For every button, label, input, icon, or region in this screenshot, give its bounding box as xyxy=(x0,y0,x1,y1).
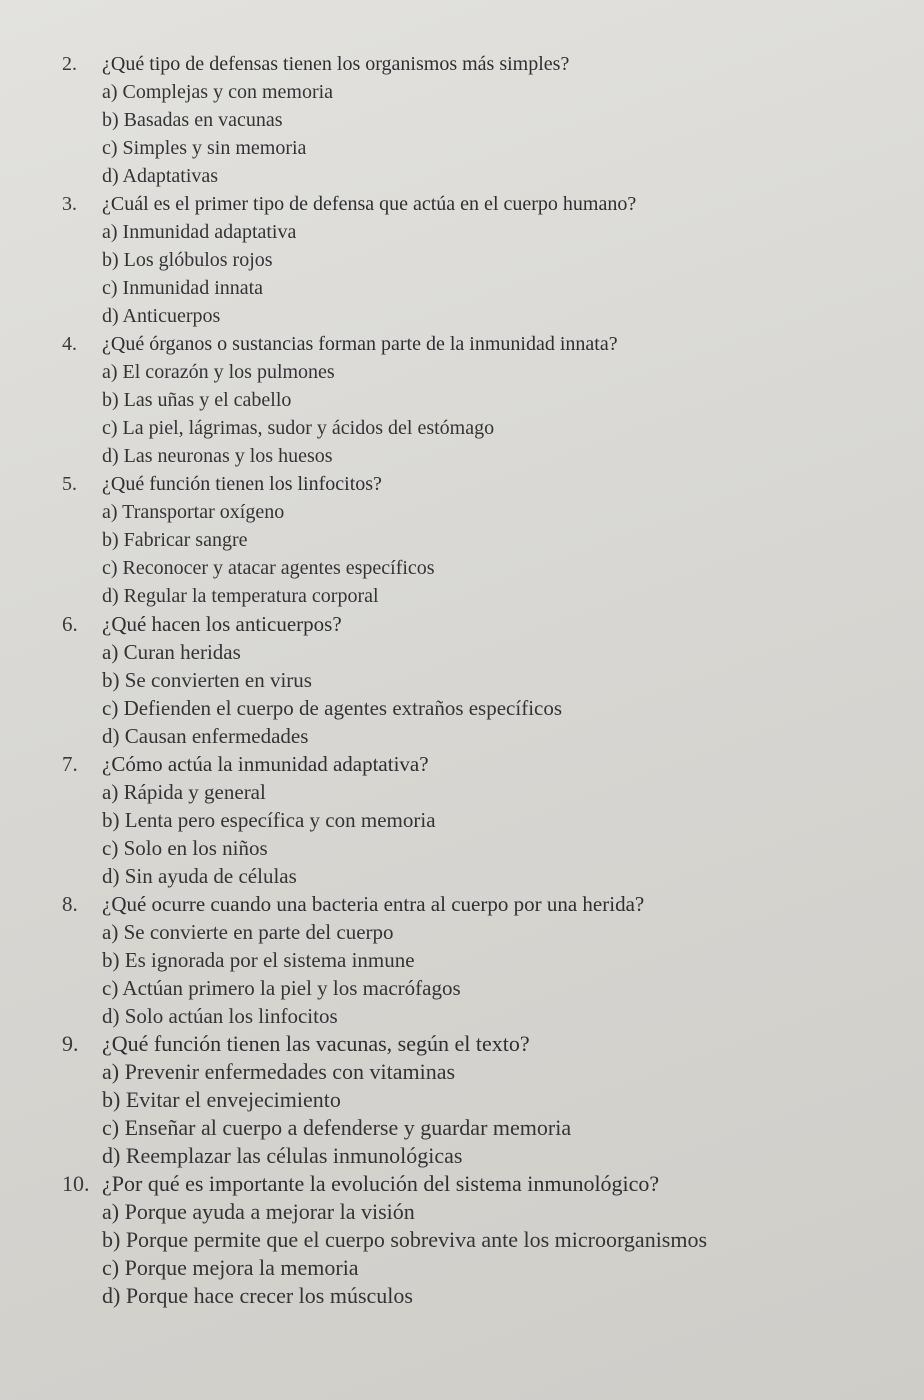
option-c: c) Simples y sin memoria xyxy=(102,137,307,159)
option-d: d) Solo actúan los linfocitos xyxy=(102,1004,338,1028)
question-number: 3. xyxy=(62,193,77,215)
question-9 xyxy=(62,1030,902,1170)
option-b: b) Fabricar sangre xyxy=(102,529,248,551)
question-text: ¿Qué función tienen los linfocitos? xyxy=(102,473,382,495)
option-a: a) Complejas y con memoria xyxy=(102,81,334,103)
option-b: b) Los glóbulos rojos xyxy=(102,249,273,271)
question-10 xyxy=(62,1170,902,1310)
option-a: a) Se convierte en parte del cuerpo xyxy=(102,920,394,944)
question-number: 7. xyxy=(62,752,78,776)
question-number: 6. xyxy=(62,612,78,636)
option-c: c) Porque mejora la memoria xyxy=(102,1255,359,1280)
option-a: a) Transportar oxígeno xyxy=(102,501,285,523)
question-text: ¿Cuál es el primer tipo de defensa que actúa en el cuerpo humano? xyxy=(102,193,637,215)
option-b: b) Se convierten en virus xyxy=(102,668,312,692)
option-d: d) Causan enfermedades xyxy=(102,724,309,748)
option-a: a) El corazón y los pulmones xyxy=(102,361,335,383)
option-d: d) Adaptativas xyxy=(102,165,219,187)
question-number: 9. xyxy=(62,1031,79,1056)
option-d: d) Porque hace crecer los músculos xyxy=(102,1283,413,1308)
option-list xyxy=(62,638,902,750)
option-list xyxy=(62,218,902,330)
question-number: 4. xyxy=(62,333,77,355)
option-list xyxy=(62,78,902,190)
option-list xyxy=(62,918,902,1030)
option-d: d) Las neuronas y los huesos xyxy=(102,445,333,467)
question-number: 8. xyxy=(62,892,78,916)
option-d: d) Sin ayuda de células xyxy=(102,864,297,888)
option-a: a) Prevenir enfermedades con vitaminas xyxy=(102,1059,456,1084)
question-text: ¿Qué función tienen las vacunas, según el texto? xyxy=(102,1031,530,1056)
option-list xyxy=(62,1198,902,1310)
option-list xyxy=(62,358,902,470)
question-number: 2. xyxy=(62,53,77,75)
option-a: a) Inmunidad adaptativa xyxy=(102,221,297,243)
option-list xyxy=(62,778,902,890)
option-b: b) Porque permite que el cuerpo sobreviva ante los microorganismos xyxy=(102,1227,708,1252)
option-a: a) Porque ayuda a mejorar la visión xyxy=(102,1199,415,1224)
question-text: ¿Qué tipo de defensas tienen los organismos más simples? xyxy=(102,53,570,75)
question-number: 10. xyxy=(62,1171,90,1196)
question-text: ¿Qué ocurre cuando una bacteria entra al cuerpo por una herida? xyxy=(102,892,645,916)
option-b: b) Evitar el envejecimiento xyxy=(102,1087,341,1112)
option-c: c) Inmunidad innata xyxy=(102,277,264,299)
option-list xyxy=(62,1058,902,1170)
question-text: ¿Por qué es importante la evolución del sistema inmunológico? xyxy=(102,1171,660,1196)
option-c: c) Solo en los niños xyxy=(102,836,268,860)
question-text: ¿Cómo actúa la inmunidad adaptativa? xyxy=(102,752,429,776)
option-d: d) Reemplazar las células inmunológicas xyxy=(102,1143,463,1168)
option-a: a) Curan heridas xyxy=(102,640,241,664)
option-d: d) Anticuerpos xyxy=(102,305,221,327)
option-b: b) Basadas en vacunas xyxy=(102,109,283,131)
option-b: b) Lenta pero específica y con memoria xyxy=(102,808,436,832)
option-b: b) Las uñas y el cabello xyxy=(102,389,292,411)
option-list xyxy=(62,498,902,610)
option-c: c) Actúan primero la piel y los macrófagos xyxy=(102,976,461,1000)
option-a: a) Rápida y general xyxy=(102,780,266,804)
option-c: c) Enseñar al cuerpo a defenderse y guardar memoria xyxy=(102,1115,572,1140)
question-list xyxy=(62,50,902,1310)
option-c: c) La piel, lágrimas, sudor y ácidos del estómago xyxy=(102,417,495,439)
option-d: d) Regular la temperatura corporal xyxy=(102,585,379,607)
question-5 xyxy=(62,470,902,610)
question-2 xyxy=(62,50,902,190)
question-6 xyxy=(62,610,902,750)
question-4 xyxy=(62,330,902,470)
question-text: ¿Qué órganos o sustancias forman parte de la inmunidad innata? xyxy=(102,333,618,355)
question-7 xyxy=(62,750,902,890)
question-text: ¿Qué hacen los anticuerpos? xyxy=(102,612,342,636)
option-c: c) Reconocer y atacar agentes específicos xyxy=(102,557,435,579)
question-8 xyxy=(62,890,902,1030)
question-3 xyxy=(62,190,902,330)
option-b: b) Es ignorada por el sistema inmune xyxy=(102,948,415,972)
question-number: 5. xyxy=(62,473,77,495)
option-c: c) Defienden el cuerpo de agentes extraños específicos xyxy=(102,696,563,720)
